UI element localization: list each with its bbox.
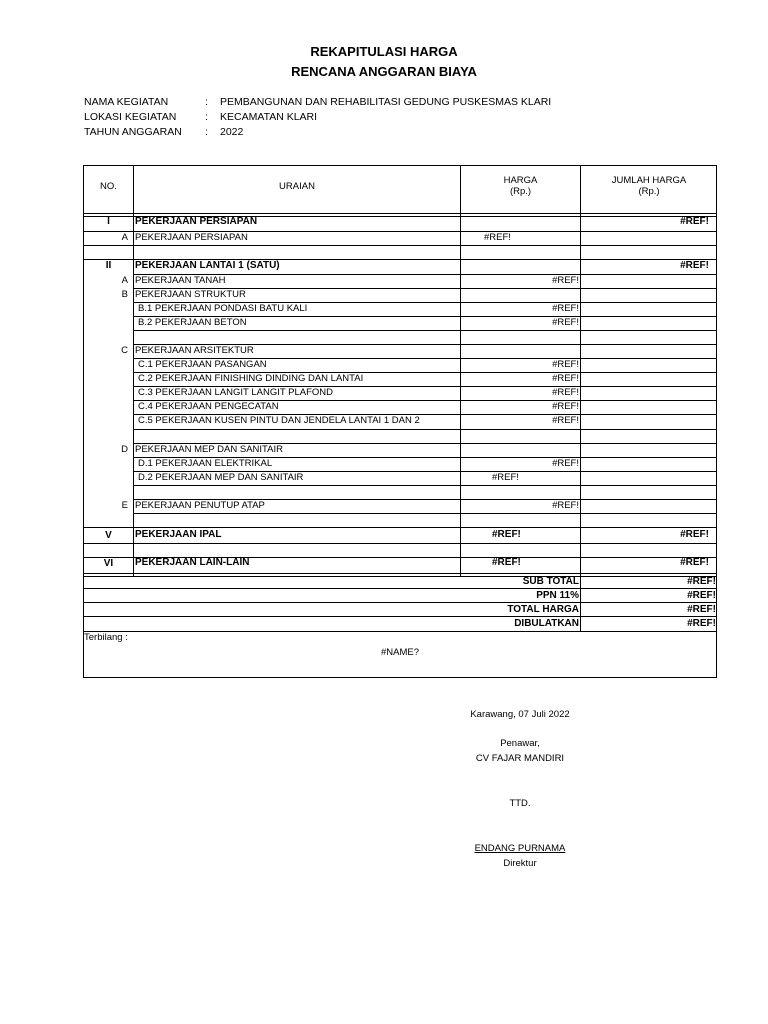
meta-value: 2022 [220, 126, 244, 138]
signature-penawar: Penawar, [500, 738, 540, 749]
row-uraian: PEKERJAAN STRUKTUR [135, 289, 246, 300]
meta-value: KECAMATAN KLARI [220, 111, 318, 123]
row-jumlah: #REF! [680, 529, 709, 540]
row-harga: #REF! [552, 401, 579, 412]
header-harga-unit: (Rp.) [509, 186, 532, 197]
row-uraian: D.1 PEKERJAAN ELEKTRIKAL [138, 458, 273, 469]
row-uraian: PEKERJAAN PERSIAPAN [135, 216, 258, 227]
row-uraian: PEKERJAAN LANTAI 1 (SATU) [135, 260, 280, 271]
row-harga: #REF! [552, 359, 579, 370]
row-line [83, 588, 717, 589]
header-uraian: URAIAN [279, 181, 315, 192]
row-harga: #REF! [484, 232, 511, 243]
row-uraian: PEKERJAAN IPAL [135, 529, 222, 540]
row-uraian: C.3 PEKERJAAN LANGIT LANGIT PLAFOND [138, 387, 333, 398]
row-line [83, 527, 717, 528]
meta-label: NAMA KEGIATAN [84, 96, 169, 108]
header-jumlah: JUMLAH HARGA [611, 175, 687, 186]
row-no: B [121, 289, 128, 300]
meta-separator: : [205, 96, 208, 108]
row-harga: #REF! [552, 458, 579, 469]
row-uraian: C.4 PEKERJAAN PENGECATAN [138, 401, 279, 412]
total-label-ppn: PPN 11% [536, 590, 579, 601]
meta-nama-kegiatan [84, 96, 684, 112]
total-value-ppn: #REF! [687, 590, 716, 601]
row-no: E [121, 500, 128, 511]
row-uraian: PEKERJAAN LAIN-LAIN [135, 557, 250, 568]
terbilang-label: Terbilang : [84, 632, 128, 643]
meta-lokasi-kegiatan [84, 111, 684, 127]
row-uraian: PEKERJAAN ARSITEKTUR [135, 345, 254, 356]
meta-value: PEMBANGUNAN DAN REHABILITASI GEDUNG PUSKESMAS KLARI [220, 96, 552, 108]
document-title: REKAPITULASI HARGA [310, 44, 458, 59]
row-line [133, 330, 717, 331]
meta-tahun-anggaran [84, 126, 684, 142]
row-line [133, 429, 717, 430]
row-harga: #REF! [492, 529, 521, 540]
header-no: NO. [100, 181, 117, 192]
row-uraian: C.5 PEKERJAAN KUSEN PINTU DAN JENDELA LANTAI 1 DAN 2 [138, 415, 420, 426]
row-uraian: C.1 PEKERJAAN PASANGAN [138, 359, 267, 370]
row-uraian: PEKERJAAN PENUTUP ATAP [135, 500, 265, 511]
row-no: A [121, 232, 128, 243]
row-uraian: PEKERJAAN TANAH [135, 275, 226, 286]
col-divider-no [133, 165, 134, 576]
row-jumlah: #REF! [680, 557, 709, 568]
header-harga: HARGA [503, 175, 538, 186]
document-subtitle: RENCANA ANGGARAN BIAYA [291, 64, 477, 79]
row-line [83, 213, 717, 214]
row-line [83, 616, 717, 617]
signature-company: CV FAJAR MANDIRI [475, 753, 565, 764]
row-uraian: B.2 PEKERJAAN BETON [138, 317, 247, 328]
header-jumlah-unit: (Rp.) [638, 186, 660, 197]
row-jumlah: #REF! [680, 260, 709, 271]
row-no: A [121, 275, 128, 286]
row-uraian: C.2 PEKERJAAN FINISHING DINDING DAN LANTAI [138, 373, 364, 384]
row-harga: #REF! [552, 317, 579, 328]
row-line [133, 485, 717, 486]
row-uraian: B.1 PEKERJAAN PONDASI BATU KALI [138, 303, 308, 314]
row-no: II [105, 260, 112, 271]
terbilang-value: #NAME? [380, 647, 419, 658]
row-harga: #REF! [552, 303, 579, 314]
row-harga: #REF! [552, 275, 579, 286]
row-no: I [107, 216, 110, 227]
row-line [83, 573, 717, 574]
total-label-total-harga: TOTAL HARGA [507, 604, 579, 615]
row-line [83, 631, 717, 632]
meta-separator: : [205, 126, 208, 138]
meta-separator: : [205, 111, 208, 123]
row-harga: #REF! [552, 373, 579, 384]
signature-position: Direktur [503, 858, 537, 869]
row-harga: #REF! [552, 415, 579, 426]
row-no: VI [103, 558, 114, 569]
row-harga: #REF! [492, 472, 519, 483]
total-value-total-harga: #REF! [687, 604, 716, 615]
row-no: D [121, 444, 128, 455]
row-uraian: D.2 PEKERJAAN MEP DAN SANITAIR [138, 472, 304, 483]
row-line [83, 543, 717, 544]
signature-name: ENDANG PURNAMA [474, 843, 566, 854]
total-label-subtotal: SUB TOTAL [522, 576, 579, 587]
row-harga: #REF! [552, 500, 579, 511]
row-harga: #REF! [552, 387, 579, 398]
row-harga: #REF! [492, 557, 521, 568]
row-line [133, 513, 717, 514]
row-line [83, 602, 717, 603]
meta-label: LOKASI KEGIATAN [84, 111, 177, 123]
row-no: C [121, 345, 128, 356]
meta-label: TAHUN ANGGARAN [84, 126, 182, 138]
row-uraian: PEKERJAAN PERSIAPAN [135, 232, 248, 243]
row-no: V [105, 530, 112, 541]
signature-ttd: TTD. [509, 798, 531, 809]
row-line [83, 245, 717, 246]
signature-place-date: Karawang, 07 Juli 2022 [470, 709, 570, 720]
total-value-dibulatkan: #REF! [687, 618, 716, 629]
row-jumlah: #REF! [680, 216, 709, 227]
total-label-dibulatkan: DIBULATKAN [514, 618, 579, 629]
row-uraian: PEKERJAAN MEP DAN SANITAIR [135, 444, 283, 455]
total-value-subtotal: #REF! [687, 576, 716, 587]
